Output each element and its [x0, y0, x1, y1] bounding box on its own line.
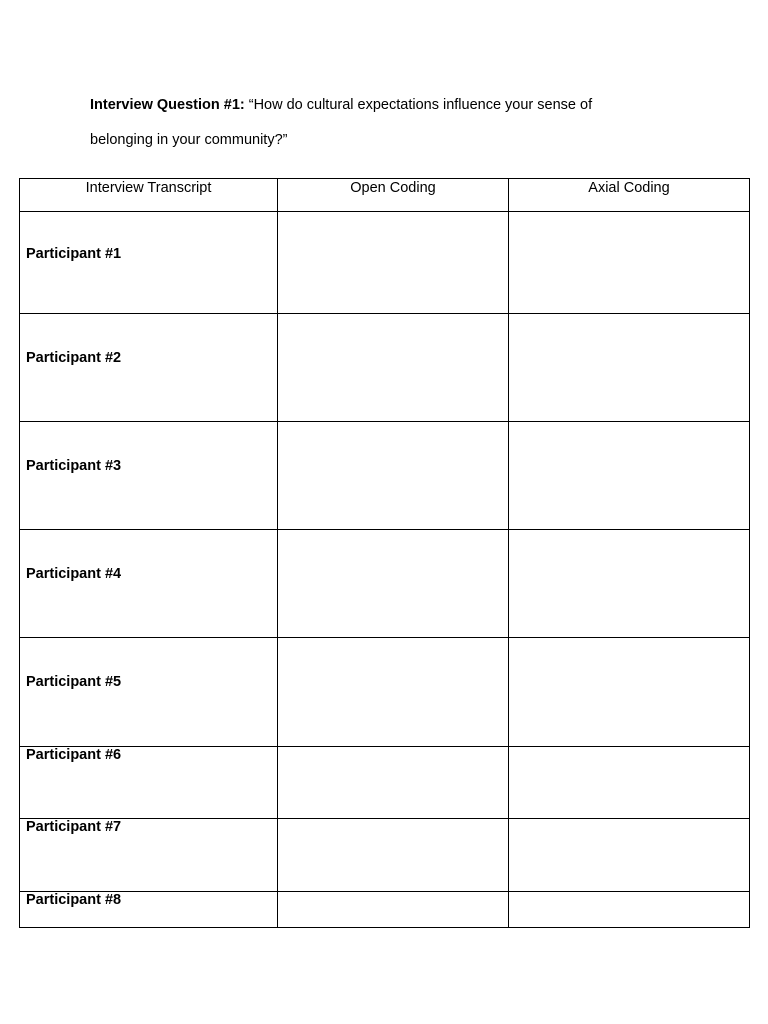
- table-row: [20, 747, 750, 819]
- table-row: [20, 638, 750, 747]
- header-open-coding: Open Coding: [278, 179, 509, 212]
- question-text: “How do cultural expectations influence your sense of belonging in your community?”: [90, 97, 593, 148]
- axial-coding-cell[interactable]: [509, 422, 750, 530]
- axial-coding-cell[interactable]: [509, 747, 750, 819]
- axial-coding-cell[interactable]: [509, 638, 750, 747]
- participant-label: Participant #4: [26, 566, 122, 582]
- coding-table: [19, 178, 750, 928]
- header-interview-transcript: Interview Transcript: [20, 179, 278, 212]
- open-coding-cell[interactable]: [278, 530, 509, 638]
- axial-coding-cell[interactable]: [509, 530, 750, 638]
- open-coding-cell[interactable]: [278, 819, 509, 892]
- interview-question: [90, 88, 650, 158]
- table-row: [20, 212, 750, 314]
- participant-label: Participant #2: [26, 350, 122, 366]
- participant-cell: [20, 314, 278, 422]
- axial-coding-cell[interactable]: [509, 819, 750, 892]
- open-coding-cell[interactable]: [278, 212, 509, 314]
- participant-label: Participant #1: [26, 246, 122, 262]
- participant-cell: [20, 530, 278, 638]
- participant-label: Participant #3: [26, 458, 122, 474]
- open-coding-cell[interactable]: [278, 422, 509, 530]
- open-coding-cell[interactable]: [278, 638, 509, 747]
- participant-label: Participant #8: [26, 892, 122, 908]
- open-coding-cell[interactable]: [278, 892, 509, 928]
- participant-cell: [20, 747, 278, 819]
- question-label: Interview Question #1:: [90, 97, 245, 113]
- participant-label: Participant #6: [26, 747, 122, 763]
- participant-cell: [20, 638, 278, 747]
- open-coding-cell[interactable]: [278, 747, 509, 819]
- header-axial-coding: Axial Coding: [509, 179, 750, 212]
- participant-label: Participant #5: [26, 674, 122, 690]
- table-row: [20, 314, 750, 422]
- participant-cell: [20, 892, 278, 928]
- axial-coding-cell[interactable]: [509, 892, 750, 928]
- participant-label: Participant #7: [26, 819, 122, 835]
- participant-cell: [20, 212, 278, 314]
- table-row: [20, 530, 750, 638]
- axial-coding-cell[interactable]: [509, 314, 750, 422]
- open-coding-cell[interactable]: [278, 314, 509, 422]
- axial-coding-cell[interactable]: [509, 212, 750, 314]
- participant-cell: [20, 422, 278, 530]
- participant-cell: [20, 819, 278, 892]
- table-header-row: [20, 179, 750, 212]
- table-row: [20, 819, 750, 892]
- table-row: [20, 422, 750, 530]
- table-row: [20, 892, 750, 928]
